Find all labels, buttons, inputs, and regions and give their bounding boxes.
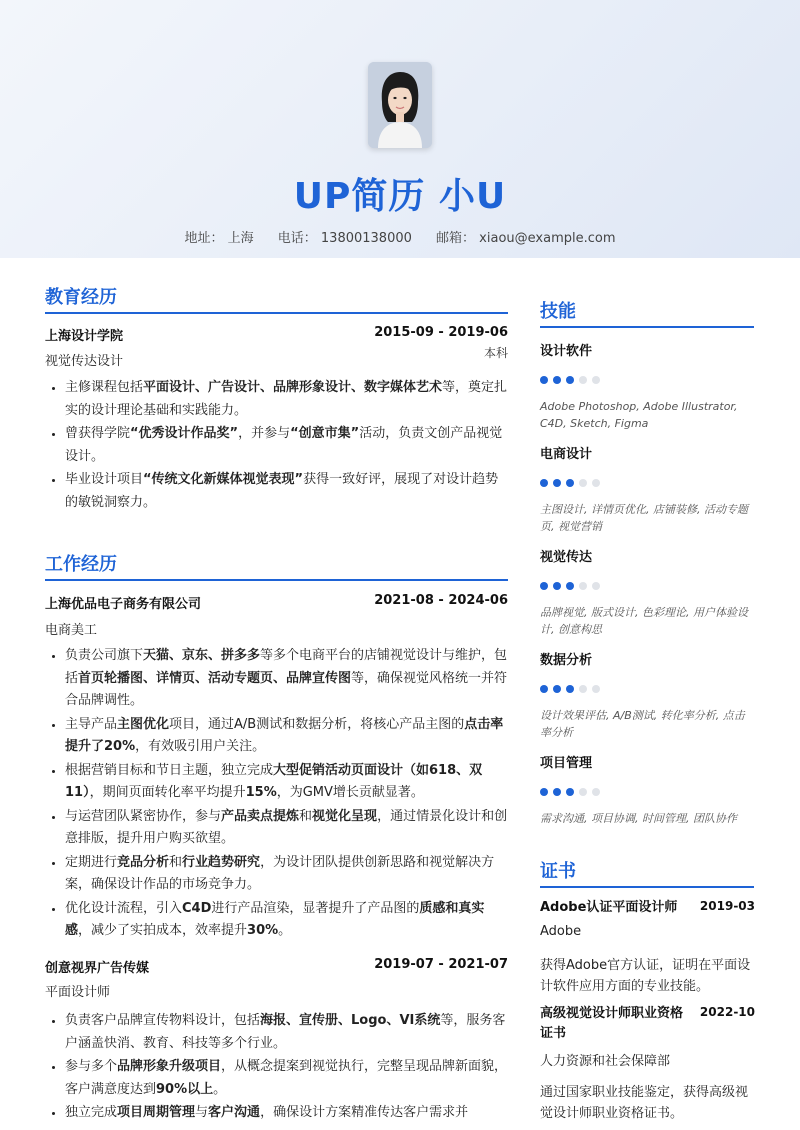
skill-dot: [579, 479, 587, 487]
bold-text: 首页轮播图、详情页、活动专题页、品牌宣传图: [78, 670, 352, 686]
job-dates: 2019-07 - 2021-07: [374, 957, 508, 972]
skill-level-dots: [540, 376, 600, 384]
bold-text: 点击率提升了20%: [65, 716, 504, 754]
skill-dot: [540, 788, 548, 796]
skill-dot: [540, 685, 548, 693]
skill-dot: [540, 582, 548, 590]
skill-dot: [592, 582, 600, 590]
skill-description: Adobe Photoshop, Adobe Illustrator, C4D, Sketch, Figma: [540, 400, 738, 430]
address-text: 地址： 上海: [184, 231, 254, 246]
skill-dot: [579, 788, 587, 796]
candidate-name: UP简历 小U: [293, 176, 507, 217]
skill-name: 数据分析: [540, 653, 593, 668]
skill-description: 设计效果评估, A/B测试, 转化率分析, 点击率分析: [540, 709, 745, 739]
bold-text: 主图优化: [117, 716, 170, 732]
job-role: 平面设计师: [45, 985, 111, 1000]
bullet-item: • 主导产品主图优化项目，通过A/B测试和数据分析，将核心产品主图的点击率提升了20%，有效吸引用户关注。: [65, 714, 508, 759]
job-role: 电商美工: [45, 623, 98, 638]
skill-dot: [579, 376, 587, 384]
bold-text: 大型促销活动页面设计（如618、双11）: [65, 762, 483, 800]
skill-description: 主图设计, 详情页优化, 店铺装修, 活动专题页, 视觉营销: [540, 503, 748, 533]
bold-text: 产品卖点提炼: [221, 808, 300, 824]
skill-dot: [566, 582, 574, 590]
skill-dot: [553, 788, 561, 796]
bold-text: “优秀设计作品奖”: [130, 426, 239, 441]
skill-level-dots: [540, 479, 600, 487]
bold-text: 平面设计、广告设计、品牌形象设计、数字媒体艺术: [143, 380, 443, 395]
bold-text: 品牌形象升级项目: [117, 1059, 222, 1074]
bullet-item: • 主修课程包括平面设计、广告设计、品牌形象设计、数字媒体艺术等，奠定扎实的设计理论基础和实践能力。: [65, 377, 508, 422]
skill-dot: [553, 479, 561, 487]
bold-text: 90%以上: [156, 1081, 214, 1097]
job-dates: 2021-08 - 2024-06: [374, 593, 508, 608]
skill-dot: [592, 376, 600, 384]
bullet-item: • 优化设计流程，引入C4D进行产品渲染，显著提升了产品图的质感和真实感，减少了实拍成本，效率提升30%。: [65, 898, 508, 943]
email-text: 邮箱： xiaou@example.com: [436, 231, 616, 246]
skill-level-dots: [540, 685, 600, 693]
skill-level-dots: [540, 582, 600, 590]
skill-dot: [566, 788, 574, 796]
bold-text: 项目周期管理: [117, 1105, 196, 1120]
major-text: 视觉传达设计: [45, 354, 124, 369]
contact-line: [0, 227, 800, 246]
skill-dot: [579, 582, 587, 590]
phone-text: 电话： 13800138000: [277, 231, 412, 246]
bold-text: “创意市集”: [290, 426, 360, 441]
skill-name: 视觉传达: [540, 550, 593, 565]
skill-dot: [566, 479, 574, 487]
company-name: 上海优品电子商务有限公司: [45, 597, 202, 612]
skills-divider: [540, 326, 754, 328]
bold-text: C4D: [182, 900, 212, 916]
education-title: 教育经历: [45, 287, 117, 308]
cert-date: 2019-03: [699, 899, 755, 913]
degree-text: 本科: [483, 346, 508, 360]
bullet-item: • 负责公司旗下天猫、京东、拼多多等多个电商平台的店铺视觉设计与维护，包括首页轮播图、详情页、活动专题页、品牌宣传图等，确保视觉风格统一并符合品牌调性。: [65, 645, 508, 713]
job-bullets: [45, 645, 508, 944]
bullet-item: • 定期进行竞品分析和行业趋势研究，为设计团队提供创新思路和视觉解决方案，确保设计作品的市场竞争力。: [65, 852, 508, 897]
skill-name: 电商设计: [540, 447, 593, 462]
cert-name: Adobe认证平面设计师: [540, 900, 678, 915]
bullet-item: • 负责客户品牌宣传物料设计，包括海报、宣传册、Logo、VI系统等，服务客户涵盖快消、教育、科技等多个行业。: [65, 1010, 508, 1055]
bullet-item: • 独立完成项目周期管理与客户沟通，确保设计方案精准传达客户需求并: [65, 1102, 508, 1125]
bold-text: 客户沟通: [208, 1105, 261, 1120]
skill-name: 项目管理: [540, 756, 593, 771]
bold-text: 竞品分析: [117, 854, 170, 870]
skill-dot: [566, 685, 574, 693]
skill-dot: [540, 479, 548, 487]
profile-photo: [368, 62, 432, 148]
skill-dot: [553, 376, 561, 384]
bold-text: 质感和真实感: [65, 900, 485, 938]
skill-dot: [566, 376, 574, 384]
work-divider: [45, 579, 508, 581]
certs-divider: [540, 886, 754, 888]
skill-dot: [592, 788, 600, 796]
skill-dot: [579, 685, 587, 693]
work-title: 工作经历: [45, 554, 117, 575]
cert-org: Adobe: [540, 924, 582, 939]
cert-name: 高级视觉设计师职业资格证书: [540, 1006, 684, 1041]
bold-text: 天猫、京东、拼多多: [143, 648, 261, 663]
education-divider: [45, 312, 508, 314]
bold-text: 15%: [245, 785, 277, 800]
cert-desc: 获得Adobe官方认证，证明在平面设计软件应用方面的专业技能。: [540, 958, 751, 994]
bullet-item: • 参与多个品牌形象升级项目，从概念提案到视觉执行，完整呈现品牌新面貌，客户满意度达到90%以上。: [65, 1056, 508, 1101]
certs-title: 证书: [540, 861, 576, 882]
skill-description: 需求沟通, 项目协调, 时间管理, 团队协作: [540, 812, 737, 825]
school-name: 上海设计学院: [45, 329, 124, 344]
bold-text: 30%: [247, 923, 279, 938]
skill-name: 设计软件: [540, 344, 593, 359]
skill-dot: [592, 685, 600, 693]
skill-dot: [553, 582, 561, 590]
education-dates: 2015-09 - 2019-06: [374, 325, 508, 340]
bullet-item: • 曾获得学院“优秀设计作品奖”，并参与“创意市集”活动，负责文创产品视觉设计。: [65, 423, 508, 468]
skills-title: 技能: [540, 301, 576, 322]
skill-dot: [540, 376, 548, 384]
cert-org: 人力资源和社会保障部: [540, 1054, 671, 1069]
education-bullets: [45, 377, 508, 515]
bullet-item: • 与运营团队紧密协作，参与产品卖点提炼和视觉化呈现，通过情景化设计和创意排版，提升用户购买欲望。: [65, 806, 508, 851]
company-name: 创意视界广告传媒: [45, 961, 150, 976]
bold-text: 行业趋势研究: [182, 854, 261, 870]
bold-text: 海报、宣传册、Logo、VI系统: [260, 1013, 441, 1028]
bullet-item: • 根据营销目标和节日主题，独立完成大型促销活动页面设计（如618、双11），期间页面转化率平均提升15%，为GMV增长贡献显著。: [65, 760, 508, 805]
job-bullets: [45, 1010, 508, 1126]
bullet-item: • 毕业设计项目“传统文化新媒体视觉表现”获得一致好评，展现了对设计趋势的敏锐洞察力。: [65, 469, 508, 514]
skill-description: 品牌视觉, 版式设计, 色彩理论, 用户体验设计, 创意构思: [540, 606, 748, 636]
skill-dot: [592, 479, 600, 487]
skill-level-dots: [540, 788, 600, 796]
bold-text: 视觉化呈现: [312, 808, 378, 824]
cert-desc: 通过国家职业技能鉴定，获得高级视觉设计师职业资格证书。: [540, 1085, 749, 1121]
bold-text: “传统文化新媒体视觉表现”: [143, 472, 304, 487]
cert-date: 2022-10: [699, 1005, 755, 1019]
skill-dot: [553, 685, 561, 693]
